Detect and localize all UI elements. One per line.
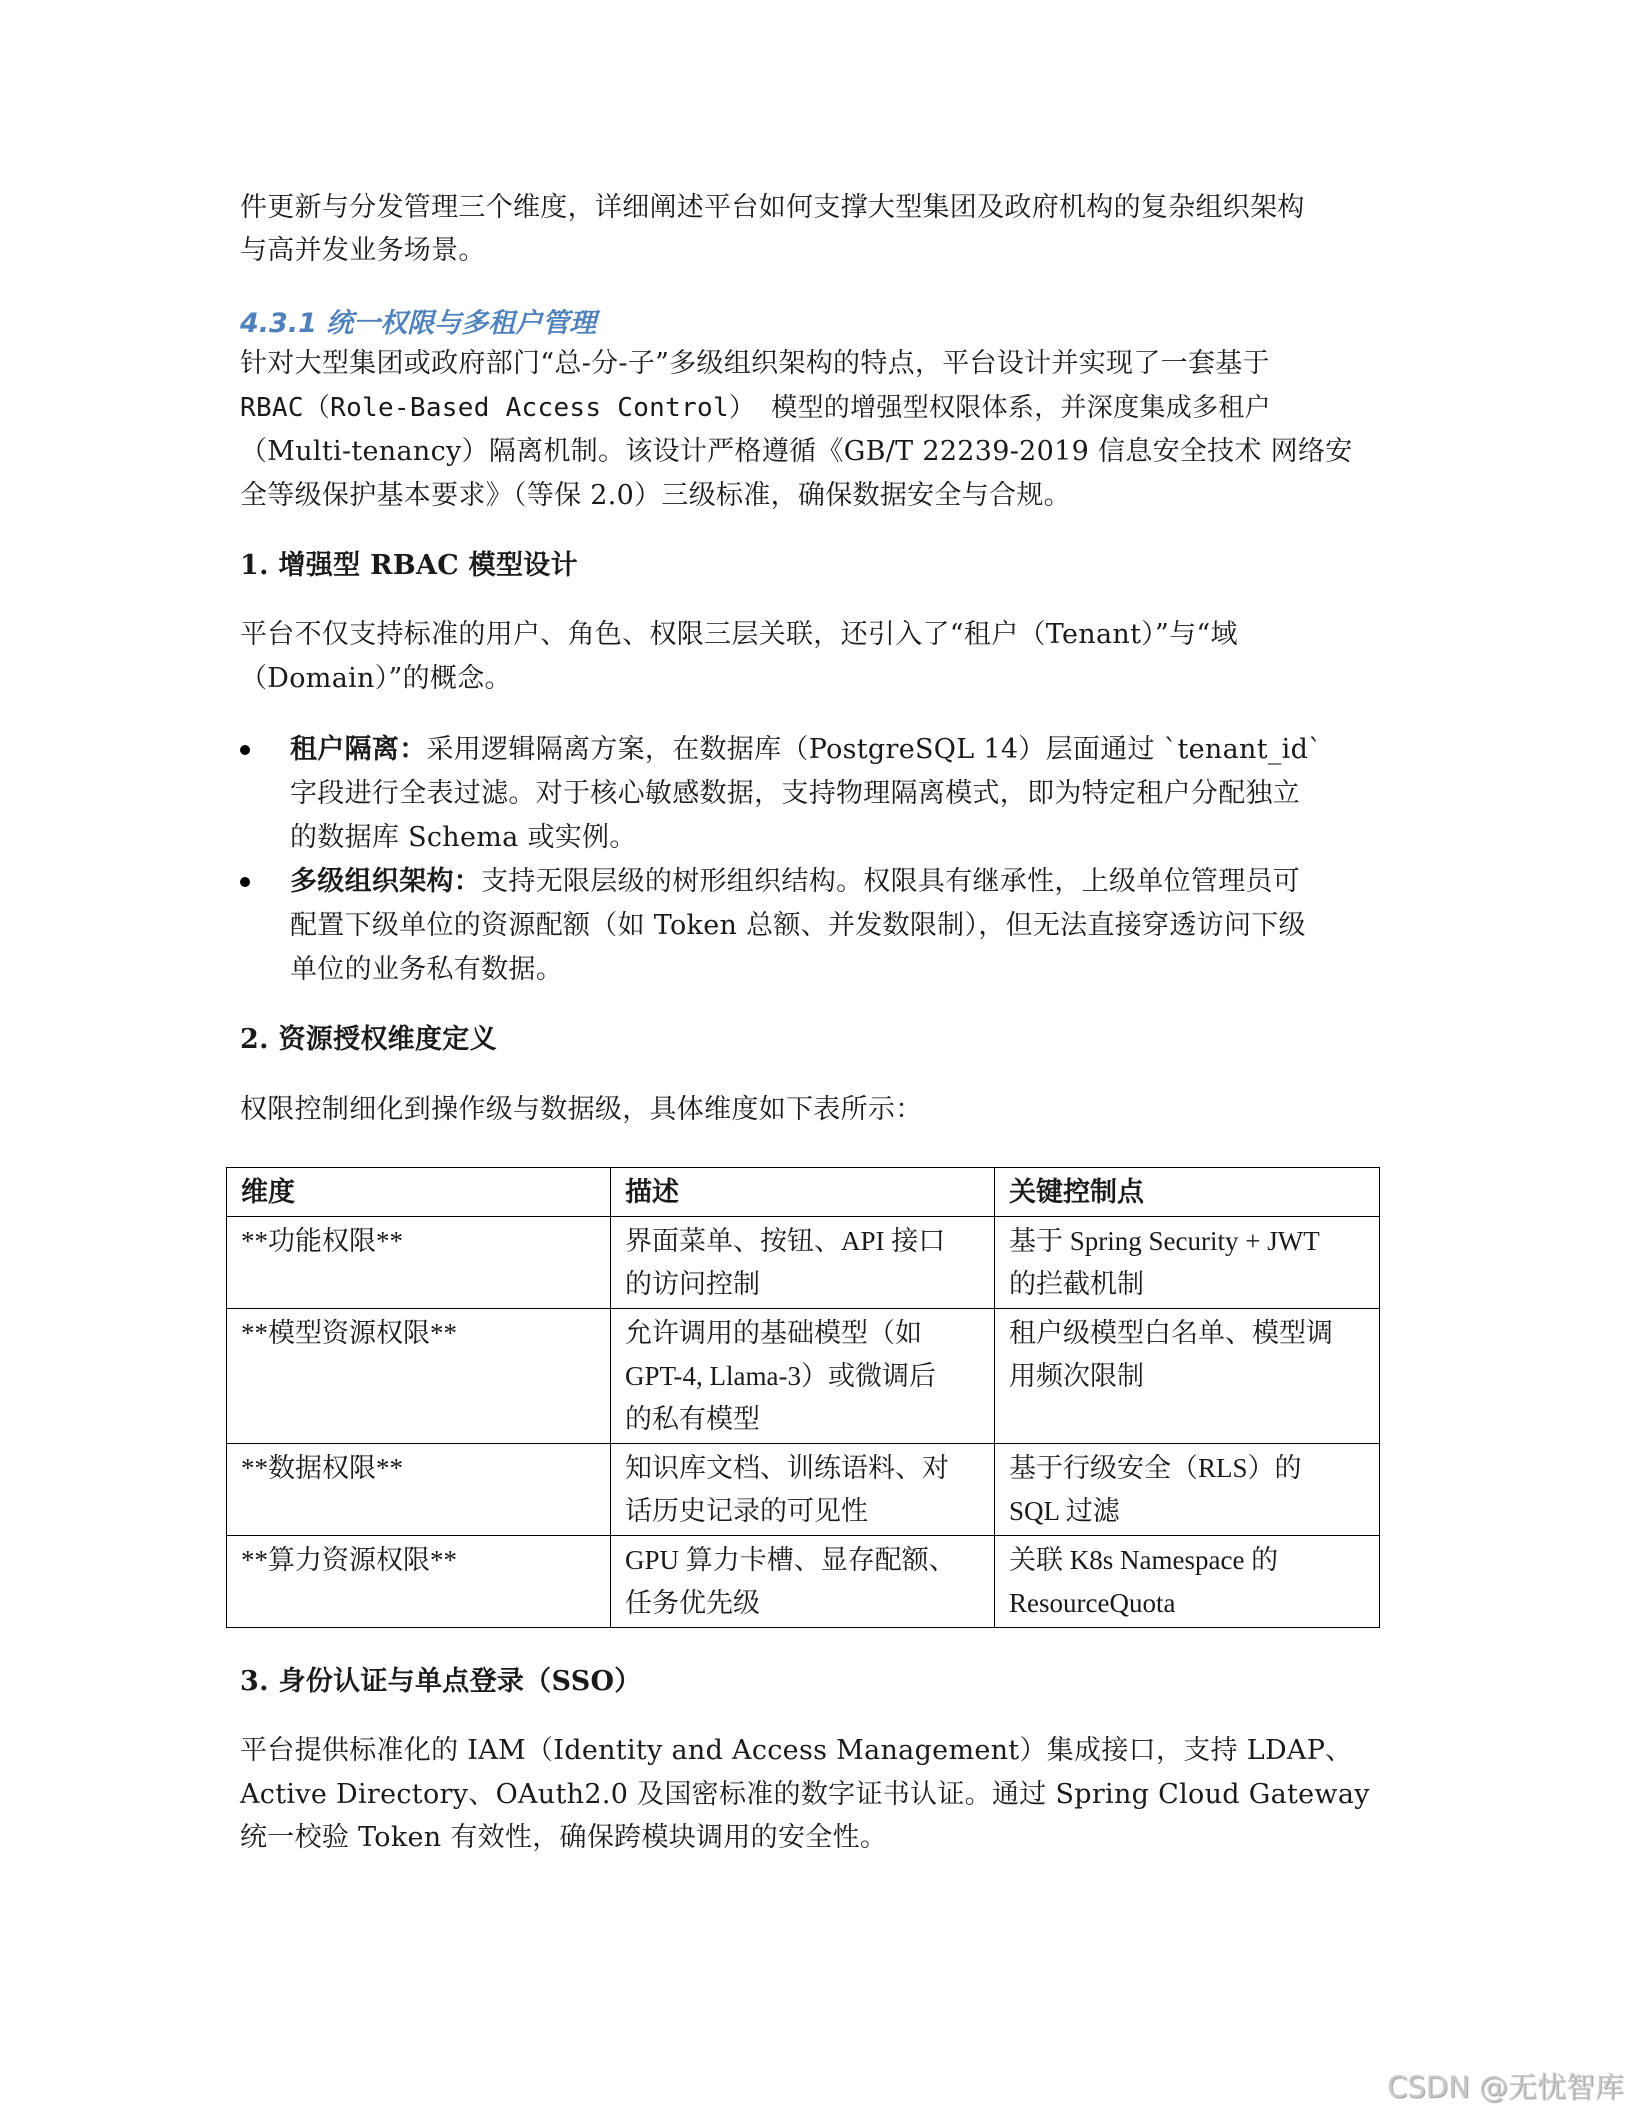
intro-line-2: 与高并发业务场景。 <box>240 235 486 266</box>
bullet-2-text: 支持无限层级的树形组织结构。权限具有继承性，上级单位管理员可 <box>481 866 1301 897</box>
cell-line: 允许调用的基础模型（如 <box>625 1318 922 1348</box>
subsection-1-title: 1. 增强型 RBAC 模型设计 <box>240 550 578 581</box>
subsection-1-para-line-1: 平台不仅支持标准的用户、角色、权限三层关联，还引入了“租户（Tenant）”与“域 <box>240 619 1238 650</box>
cell-line: SQL 过滤 <box>1009 1496 1120 1526</box>
bullet-dot-icon <box>240 877 250 887</box>
section-number: 4.3.1 <box>240 308 317 339</box>
table-header-description: 描述 <box>611 1168 995 1217</box>
bullet-1-term: 租户隔离： <box>290 734 427 765</box>
cell-line: 任务优先级 <box>625 1588 760 1618</box>
table-header-control: 关键控制点 <box>995 1168 1380 1217</box>
subsection-2-title: 2. 资源授权维度定义 <box>240 1024 497 1055</box>
table-cell-dimension: **功能权限** <box>227 1217 611 1309</box>
bullet-1-line-2: 字段进行全表过滤。对于核心敏感数据，支持物理隔离模式，即为特定租户分配独立 <box>290 778 1301 809</box>
bullet-2-line-3: 单位的业务私有数据。 <box>290 954 563 985</box>
subsection-3-para-line-1: 平台提供标准化的 IAM（Identity and Access Management）集成接口，支持 LDAP、 <box>240 1735 1353 1766</box>
section-intro-line-2: RBAC（Role-Based Access Control） 模型的增强型权限体系，并深度集成多租户 <box>240 393 1271 423</box>
cell-line: 知识库文档、训练语料、对 <box>625 1453 949 1483</box>
subsection-3-para-line-3: 统一校验 Token 有效性，确保跨模块调用的安全性。 <box>240 1822 888 1853</box>
cell-line: 基于行级安全（RLS）的 <box>1009 1453 1302 1483</box>
table-cell-description <box>611 1444 995 1536</box>
cell-line: 用频次限制 <box>1009 1361 1144 1391</box>
table-row <box>227 1444 1380 1536</box>
cell-line: 基于 Spring Security + JWT <box>1009 1226 1320 1256</box>
section-intro-line-4: 全等级保护基本要求》（等保 2.0）三级标准，确保数据安全与合规。 <box>240 480 1071 511</box>
table-cell-dimension: **模型资源权限** <box>227 1309 611 1444</box>
cell-line: 话历史记录的可见性 <box>625 1496 868 1526</box>
subsection-1-para-line-2: （Domain）”的概念。 <box>240 663 512 694</box>
table-cell-control <box>995 1309 1380 1444</box>
subsection-3-title: 3. 身份认证与单点登录（SSO） <box>240 1666 642 1697</box>
table-header-row <box>227 1168 1380 1217</box>
bullet-1-line-3: 的数据库 Schema 或实例。 <box>290 822 637 853</box>
cell-line: 租户级模型白名单、模型调 <box>1009 1318 1333 1348</box>
section-heading <box>240 302 596 346</box>
cell-line: 关联 K8s Namespace 的 <box>1009 1545 1279 1575</box>
table-row <box>227 1309 1380 1444</box>
bullet-2-line-1 <box>290 860 1300 904</box>
table-cell-description <box>611 1536 995 1628</box>
bullet-2-term: 多级组织架构： <box>290 866 482 897</box>
table-cell-dimension: **数据权限** <box>227 1444 611 1536</box>
bullet-dot-icon <box>240 745 250 755</box>
section-intro-line-3: （Multi-tenancy）隔离机制。该设计严格遵循《GB/T 22239-2019 信息安全技术 网络安 <box>240 436 1353 467</box>
table-row <box>227 1536 1380 1628</box>
bullet-1-line-1 <box>290 728 1322 772</box>
cell-line: 的私有模型 <box>625 1404 760 1434</box>
table-cell-dimension: **算力资源权限** <box>227 1536 611 1628</box>
table-header-dimension: 维度 <box>227 1168 611 1217</box>
cell-line: 的拦截机制 <box>1009 1269 1144 1299</box>
cell-line: 界面菜单、按钮、API 接口 <box>625 1226 946 1256</box>
table-cell-description <box>611 1309 995 1444</box>
cell-line: GPT-4, Llama-3）或微调后 <box>625 1361 936 1391</box>
subsection-3-para-line-2: Active Directory、OAuth2.0 及国密标准的数字证书认证。通过 Spring Cloud Gateway <box>240 1779 1370 1810</box>
section-title: 统一权限与多租户管理 <box>326 308 597 339</box>
table-row <box>227 1217 1380 1309</box>
table-cell-control <box>995 1217 1380 1309</box>
bullet-2-line-2: 配置下级单位的资源配额（如 Token 总额、并发数限制），但无法直接穿透访问下级 <box>290 910 1306 941</box>
table-cell-control <box>995 1536 1380 1628</box>
bullet-1-text: 采用逻辑隔离方案，在数据库（PostgreSQL 14）层面通过 `tenant_id` <box>426 734 1322 765</box>
intro-line-1: 件更新与分发管理三个维度，详细阐述平台如何支撑大型集团及政府机构的复杂组织架构 <box>240 192 1305 223</box>
cell-line: ResourceQuota <box>1009 1588 1176 1618</box>
table-cell-description <box>611 1217 995 1309</box>
permission-dimensions-table <box>226 1167 1380 1628</box>
section-intro-line-1: 针对大型集团或政府部门“总-分-子”多级组织架构的特点，平台设计并实现了一套基于 <box>240 348 1270 379</box>
table-cell-control <box>995 1444 1380 1536</box>
cell-line: 的访问控制 <box>625 1269 760 1299</box>
subsection-2-para: 权限控制细化到操作级与数据级，具体维度如下表所示： <box>240 1094 923 1125</box>
csdn-watermark: CSDN @无忧智库 <box>1387 2070 1624 2104</box>
cell-line: GPU 算力卡槽、显存配额、 <box>625 1545 956 1575</box>
